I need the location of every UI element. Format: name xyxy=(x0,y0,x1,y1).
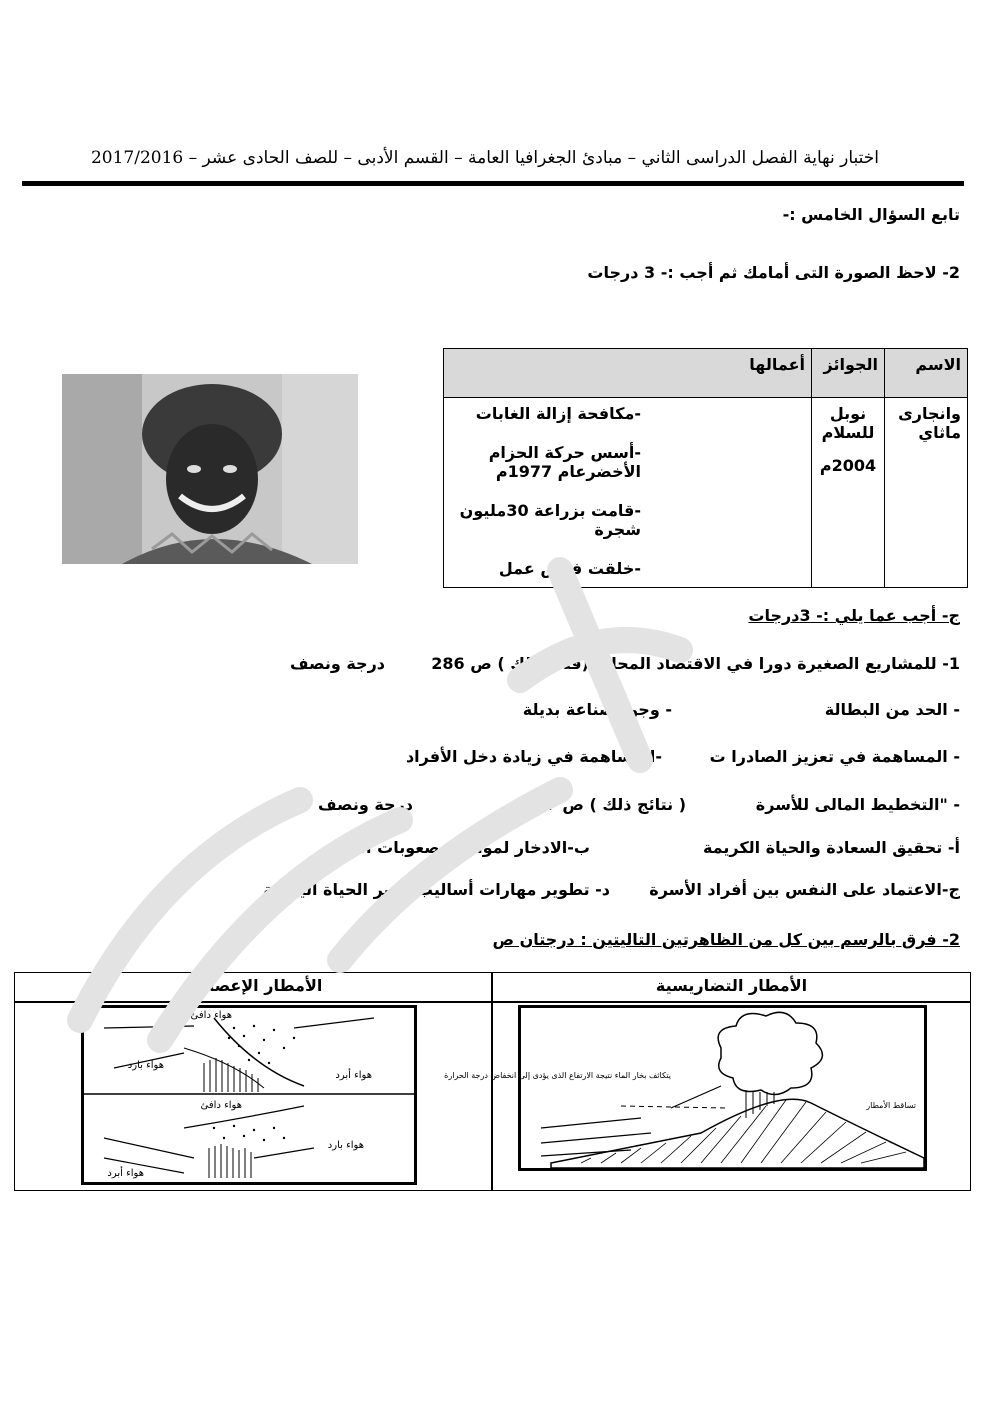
label-colder-air-2: هواء أبرد xyxy=(107,1168,144,1179)
person-table xyxy=(443,348,968,588)
cyclonic-rain-diagram xyxy=(81,1005,417,1185)
header-works: أعمالها xyxy=(444,349,812,398)
work-item: -مكافحة إزالة الغابات xyxy=(475,404,641,423)
option-a: أ- تحقيق السعادة والحياة الكريمة xyxy=(702,838,960,857)
cyclonic-rain-title: الأمطار الإعصارية xyxy=(183,976,323,995)
answer-1b: - وجود صناعة بديلة xyxy=(522,700,672,719)
header-rule xyxy=(22,181,964,186)
q2-ref: ( نتائج ذلك ) ص 297 xyxy=(523,795,686,814)
person-table-header-row xyxy=(444,349,968,398)
q1-text: 1- للمشاريع الصغيرة دورا في الاقتصاد المحلي (فسر ذلك ) ص 286 xyxy=(431,654,960,673)
person-photo xyxy=(62,374,358,564)
header-name: الاسم xyxy=(885,349,968,398)
rain-question-prompt: 2- فرق بالرسم بين كل من الظاهرتين التاليتين : درجتان ص xyxy=(492,930,960,949)
label-warm-air-2: هواء دافئ xyxy=(200,1100,242,1111)
label-cold-air-1: هواء بارد xyxy=(127,1060,164,1071)
column-divider xyxy=(491,973,493,1190)
name-line: ماثاي xyxy=(918,423,961,442)
header-awards: الجوائز xyxy=(812,349,885,398)
q1-marks: درجة ونصف xyxy=(290,654,385,673)
awards-cell xyxy=(812,398,885,588)
label-condensation: يتكاثف بخار الماء نتيجة الارتفاع الذى يؤدى إلى انخفاض درجة الحرارة xyxy=(444,1071,671,1080)
q2-text: - "التخطيط المالى للأسرة xyxy=(755,795,960,814)
name-line: وانجارى xyxy=(898,404,961,423)
exam-header: اختبار نهاية الفصل الدراسى الثاني – مبادئ الجغرافيا العامة – القسم الأدبى – للصف الحادى عشر – 2017/2016 xyxy=(90,148,880,168)
work-item: -أسس حركة الحزام الأخضرعام 1977م xyxy=(488,443,641,481)
option-c: ج-الاعتماد على النفس بين أفراد الأسرة xyxy=(649,880,960,899)
question-2-prompt: 2- لاحظ الصورة التى أمامك ثم أجب :- 3 درجات xyxy=(587,263,960,282)
answer-2a: - المساهمة في تعزيز الصادرا ت xyxy=(709,747,960,766)
orographic-rain-diagram xyxy=(444,1005,927,1171)
work-item: -قامت بزراعة 30مليون شجرة xyxy=(459,501,641,539)
label-rainfall: تساقط الأمطار xyxy=(866,1101,916,1110)
award-line: 2004م xyxy=(819,456,877,475)
answer-1a: - الحد من البطالة xyxy=(824,700,960,719)
continuation-label: تابع السؤال الخامس :- xyxy=(782,205,960,224)
answer-2b: -المساهمة في زيادة دخل الأفراد xyxy=(405,747,662,766)
orographic-rain-title: الأمطار التضاريسية xyxy=(655,976,808,995)
label-cold-air-2: هواء بارد xyxy=(327,1140,364,1151)
rain-comparison-table xyxy=(14,972,971,1191)
person-table-row xyxy=(444,398,968,588)
award-line: نوبل xyxy=(829,404,867,423)
q2-marks: درجة ونصف xyxy=(318,795,413,814)
part-c-heading: ج- أجب عما يلي :- 3درجات xyxy=(748,606,960,625)
name-cell xyxy=(885,398,968,588)
label-warm-air-1: هواء دافئ xyxy=(190,1010,232,1021)
works-cell xyxy=(444,398,812,588)
option-d: د- تطوير مهارات أساليب تدبير الحياة اليومية xyxy=(263,880,610,899)
label-colder-air-1: هواء أبرد xyxy=(335,1070,372,1081)
work-item: -خلقت فرص عمل xyxy=(498,559,641,578)
header-divider xyxy=(15,1001,970,1003)
award-line: للسلام xyxy=(821,423,875,442)
option-b: ب-الادخار لمواجهة صعوبات الحياة xyxy=(326,838,590,857)
